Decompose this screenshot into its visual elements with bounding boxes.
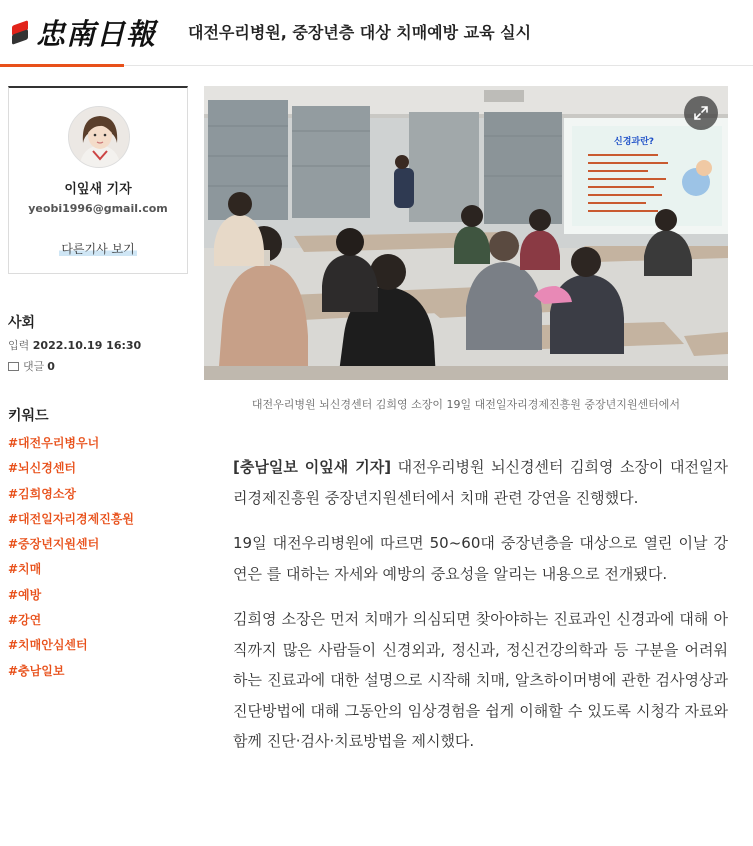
- site-logo[interactable]: [10, 14, 156, 50]
- site-header: [0, 0, 753, 66]
- lecture-scene-image: [204, 86, 728, 380]
- logo-mark-icon: [10, 19, 32, 45]
- more-articles-label: 다른기사 보기: [61, 242, 135, 256]
- expand-image-button[interactable]: [684, 96, 718, 130]
- keyword-link[interactable]: #강연: [8, 613, 42, 628]
- slide-title: 신경과란?: [614, 137, 654, 147]
- date-label: 입력: [8, 339, 30, 352]
- comment-label: 댓글: [23, 360, 45, 373]
- article-paragraph: [233, 452, 728, 513]
- keyword-link[interactable]: #중장년지원센터: [8, 537, 100, 552]
- keyword-link[interactable]: #대전일자리경제진흥원: [8, 511, 134, 526]
- reporter-card: [8, 86, 188, 274]
- byline-lead: [충남일보 이잎새 기자]: [233, 458, 392, 476]
- expand-icon: [693, 105, 709, 121]
- reporter-name: 이잎새 기자: [64, 182, 132, 197]
- publish-date: [8, 337, 141, 353]
- comment-icon: [8, 362, 19, 371]
- keyword-link[interactable]: #치매안심센터: [8, 638, 88, 653]
- date-value: 2022.10.19 16:30: [32, 339, 142, 352]
- article-headline: 대전우리병원, 중장년층 대상 치매예방 교육 실시: [188, 23, 532, 42]
- reporter-avatar: [68, 106, 130, 168]
- keyword-link[interactable]: #김희영소장: [8, 486, 77, 501]
- article-paragraph: 19일 대전우리병원에 따르면 50~60대 중장년층을 대상으로 열린 이날 강연은 를 대하는 자세와 예방의 중요성을 알리는 내용으로 전개됐다.: [233, 534, 728, 583]
- article-photo[interactable]: [204, 86, 728, 380]
- photo-caption: 대전우리병원 뇌신경센터 김희영 소장이 19일 대전일자리경제진흥원 중장년지원센터에서: [251, 398, 681, 411]
- article-body: [233, 452, 728, 772]
- section-name[interactable]: 사회: [8, 315, 36, 331]
- keyword-link[interactable]: #충남일보: [8, 663, 65, 678]
- keyword-link[interactable]: #치매: [8, 562, 42, 577]
- keyword-link[interactable]: #뇌신경센터: [8, 461, 77, 476]
- keyword-list: [8, 435, 188, 688]
- keywords-title: 키워드: [8, 408, 49, 424]
- header-accent-bar: [0, 64, 124, 67]
- comment-number: 0: [47, 359, 55, 373]
- article-paragraph: 김희영 소장은 먼저 치매가 의심되면 찾아야하는 진료과인 신경과에 대해 아직까지 많은 사람들이 신경외과, 정신과, 정신건강의학과 등 구분을 어려워하는 진료과에 대한 설명으로 시작해 치매, 알츠하이머병에 관한 검사영상과 진단방법에 대해 그동안의 임상경험을 쉽게 이해할 수 있도록 시청각 자료와 함께 진단·검사·치료방법을 제시했다.: [233, 610, 728, 750]
- paragraph-text: 대전우리병원 뇌신경센터 김희영 소장이 대전일자리경제진흥원 중장년지원센터에서 치매 관련 강연을 진행했다.: [233, 458, 728, 507]
- logo-text: 忠南日報: [36, 16, 157, 51]
- keyword-link[interactable]: #예방: [8, 587, 42, 602]
- reporter-email[interactable]: yeobi1996@gmail.com: [28, 202, 168, 215]
- keyword-link[interactable]: #대전우리병우너: [8, 436, 100, 450]
- comment-count[interactable]: [8, 358, 55, 374]
- more-articles-link[interactable]: [9, 240, 187, 257]
